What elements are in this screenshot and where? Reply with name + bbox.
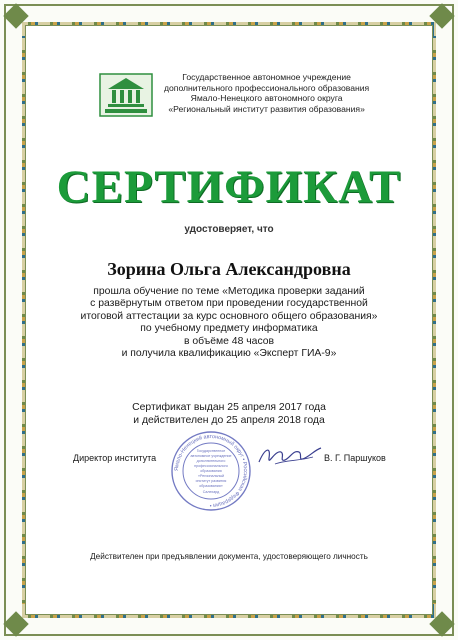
stamp-line: «Региональный [197, 474, 225, 478]
director-name: В. Г. Паршуков [324, 453, 386, 463]
body-line: по учебному предмету информатика [140, 323, 318, 335]
body-line: итоговой аттестации за курс основного общего образования» [80, 310, 378, 322]
valid-until-date: и действителен до 25 апреля 2018 года [133, 415, 325, 426]
stamp-line: дополнительного [196, 459, 226, 463]
validity-note: Действителен при предъявлении документа, удостоверяющего личность [90, 552, 368, 561]
org-line: Ямало-Ненецкого автономного округа [190, 93, 343, 104]
certificate-title: СЕРТИФИКАТ [56, 161, 402, 213]
stamp-line: образования [200, 469, 222, 473]
institute-logo [98, 72, 154, 118]
stamp-line: Государственное [196, 449, 226, 453]
org-line: «Региональный институт развития образования» [168, 103, 365, 114]
stamp-line: институт развития [195, 479, 227, 483]
institution-header [98, 72, 388, 120]
director-signature [255, 440, 325, 472]
institution-name [164, 72, 369, 114]
stamp-outer-text: Ямало-Ненецкий автономный округ • Российская Федерация • [173, 433, 249, 509]
org-line: Государственное автономное учреждение [182, 72, 351, 82]
director-label: Директор института [73, 453, 157, 463]
body-line: с развёрнутым ответом при проведении государственной [90, 298, 368, 310]
course-description [0, 286, 458, 360]
issued-date: Сертификат выдан 25 апреля 2017 года [132, 402, 326, 413]
stamp-line: автономное учреждение [190, 454, 232, 458]
stamp-line: образования» [199, 484, 223, 488]
official-stamp [170, 430, 252, 512]
stamp-line: профессионального [194, 464, 228, 468]
stamp-line: Салехард [202, 490, 220, 494]
body-line: и получила квалификацию «Эксперт ГИА-9» [121, 348, 337, 360]
org-line: дополнительного профессионального образования [164, 82, 370, 93]
recipient-name: Зорина Ольга Александровна [107, 259, 351, 279]
certifies-text: удостоверяет, что [184, 224, 274, 235]
validity-info [0, 401, 458, 427]
body-line: прошла обучение по теме «Методика проверки заданий [93, 286, 365, 297]
body-line: в объёме 48 часов [183, 335, 275, 347]
